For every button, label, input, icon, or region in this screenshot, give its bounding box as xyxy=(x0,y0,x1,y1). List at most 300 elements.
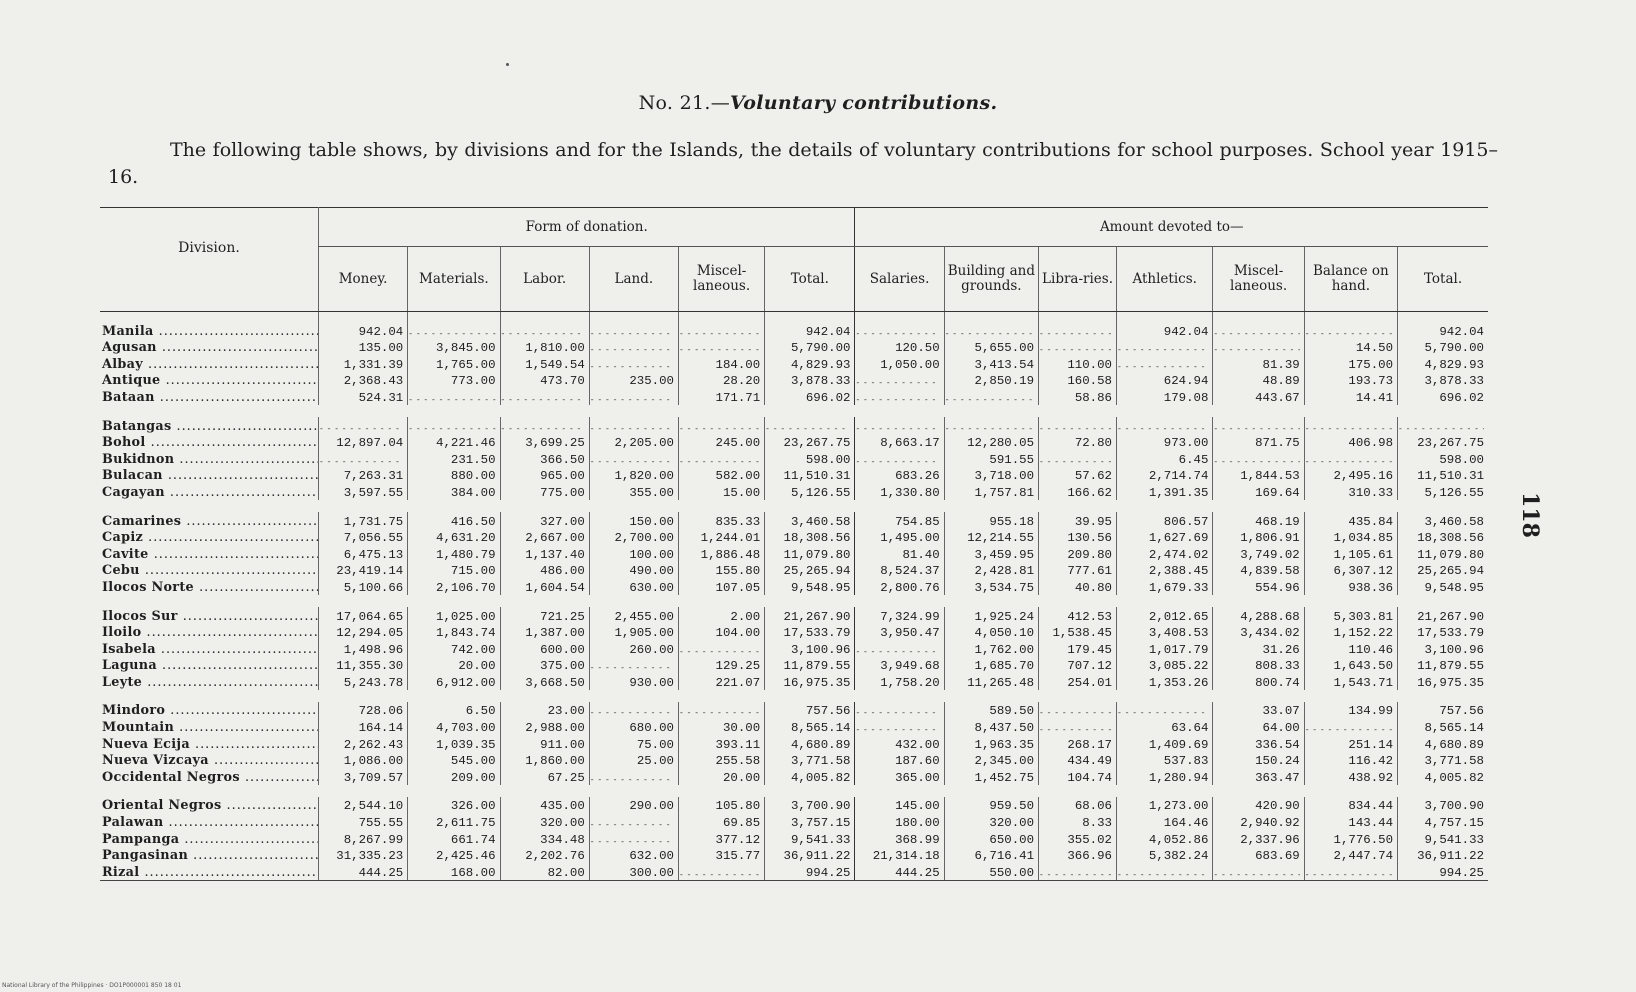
column-header: Miscel-laneous. xyxy=(679,247,765,312)
cell-value: 537.83 xyxy=(1117,752,1213,769)
division-name: Ilocos Sur ..... xyxy=(100,607,318,624)
cell-value: 68.06 xyxy=(1039,797,1117,814)
cell-value: 473.70 xyxy=(500,372,589,389)
cell-value: 955.18 xyxy=(944,512,1038,529)
cell-value: 683.26 xyxy=(855,467,944,484)
cell-value xyxy=(589,657,678,674)
cell-value: 254.01 xyxy=(1039,673,1117,690)
cell-value: 81.39 xyxy=(1213,355,1304,372)
cell-value: 412.53 xyxy=(1039,607,1117,624)
division-name: Mindoro ..... xyxy=(100,702,318,719)
cell-value: 4,631.20 xyxy=(408,529,500,546)
cell-value: 3,878.33 xyxy=(765,372,855,389)
table-row xyxy=(100,702,1488,719)
cell-value xyxy=(679,339,765,356)
cell-value: 696.02 xyxy=(765,388,855,405)
cell-value: 4,757.15 xyxy=(1398,813,1488,830)
division-name: Ilocos Norte ..... xyxy=(100,578,318,595)
cell-value: 4,050.10 xyxy=(944,624,1038,641)
cell-value xyxy=(589,355,678,372)
cell-value: 3,460.58 xyxy=(1398,512,1488,529)
cell-value xyxy=(500,312,589,339)
cell-value: 438.92 xyxy=(1304,768,1397,785)
column-header: Materials. xyxy=(408,247,500,312)
cell-value xyxy=(1039,863,1117,880)
cell-value: 8,437.50 xyxy=(944,718,1038,735)
cell-value: 11,079.80 xyxy=(765,545,855,562)
cell-value xyxy=(589,450,678,467)
cell-value: 393.11 xyxy=(679,735,765,752)
cell-value: 14.50 xyxy=(1304,339,1397,356)
cell-value: 444.25 xyxy=(855,863,944,880)
cell-value xyxy=(855,388,944,405)
cell-value: 1,495.00 xyxy=(855,529,944,546)
table-row xyxy=(100,657,1488,674)
cell-value: 1,152.22 xyxy=(1304,624,1397,641)
cell-value: 1,963.35 xyxy=(944,735,1038,752)
cell-value: 4,680.89 xyxy=(1398,735,1488,752)
cell-value: 363.47 xyxy=(1213,768,1304,785)
division-name: Leyte ..... xyxy=(100,673,318,690)
cell-value: 104.74 xyxy=(1039,768,1117,785)
cell-value: 1,810.00 xyxy=(500,339,589,356)
cell-value: 1,886.48 xyxy=(679,545,765,562)
cell-value: 366.96 xyxy=(1039,847,1117,864)
cell-value xyxy=(944,388,1038,405)
column-header: Total. xyxy=(765,247,855,312)
cell-value: 368.99 xyxy=(855,830,944,847)
cell-value: 834.44 xyxy=(1304,797,1397,814)
division-name: Batangas ..... xyxy=(100,417,318,434)
cell-value xyxy=(589,702,678,719)
cell-value: 1,627.69 xyxy=(1117,529,1213,546)
cell-value: 366.50 xyxy=(500,450,589,467)
division-name: Cagayan ..... xyxy=(100,483,318,500)
division-name: Albay ..... xyxy=(100,355,318,372)
cell-value: 5,790.00 xyxy=(1398,339,1488,356)
division-name: Bataan ..... xyxy=(100,388,318,405)
cell-value: 871.75 xyxy=(1213,434,1304,451)
cell-value: 7,056.55 xyxy=(318,529,407,546)
cell-value xyxy=(408,388,500,405)
table-row xyxy=(100,434,1488,451)
intro-paragraph: The following table shows, by divisions and for the Islands, the details of voluntary contributions for school purposes. School year 1915–16. xyxy=(108,139,1498,188)
cell-value: 550.00 xyxy=(944,863,1038,880)
cell-value: 4,829.93 xyxy=(765,355,855,372)
cell-value xyxy=(855,312,944,339)
cell-value xyxy=(500,388,589,405)
cell-value: 2,447.74 xyxy=(1304,847,1397,864)
cell-value: 384.00 xyxy=(408,483,500,500)
cell-value: 48.89 xyxy=(1213,372,1304,389)
cell-value xyxy=(1117,702,1213,719)
cell-value: 600.00 xyxy=(500,640,589,657)
cell-value: 209.80 xyxy=(1039,545,1117,562)
cell-value xyxy=(318,417,407,434)
cell-value: 180.00 xyxy=(855,813,944,830)
cell-value: 2.00 xyxy=(679,607,765,624)
cell-value: 1,776.50 xyxy=(1304,830,1397,847)
table-row xyxy=(100,483,1488,500)
cell-value: 4,005.82 xyxy=(1398,768,1488,785)
cell-value: 4,221.46 xyxy=(408,434,500,451)
table-row xyxy=(100,545,1488,562)
cell-value: 808.33 xyxy=(1213,657,1304,674)
cell-value: 630.00 xyxy=(589,578,678,595)
cell-value: 57.62 xyxy=(1039,467,1117,484)
cell-value: 2,988.00 xyxy=(500,718,589,735)
cell-value xyxy=(1039,450,1117,467)
cell-value: 1,765.00 xyxy=(408,355,500,372)
table-row xyxy=(100,847,1488,864)
cell-value xyxy=(1117,339,1213,356)
cell-value xyxy=(318,450,407,467)
cell-value: 1,086.00 xyxy=(318,752,407,769)
division-name: Pangasinan ..... xyxy=(100,847,318,864)
cell-value: 116.42 xyxy=(1304,752,1397,769)
cell-value: 777.61 xyxy=(1039,562,1117,579)
cell-value: 8,267.99 xyxy=(318,830,407,847)
cell-value xyxy=(589,813,678,830)
cell-value: 12,897.04 xyxy=(318,434,407,451)
cell-value xyxy=(1213,312,1304,339)
cell-value: 490.00 xyxy=(589,562,678,579)
cell-value: 365.00 xyxy=(855,768,944,785)
cell-value xyxy=(1304,718,1397,735)
cell-value xyxy=(855,417,944,434)
cell-value: 2,455.00 xyxy=(589,607,678,624)
cell-value: 12,214.55 xyxy=(944,529,1038,546)
cell-value xyxy=(1039,718,1117,735)
cell-value: 8,663.17 xyxy=(855,434,944,451)
cell-value: 2,474.02 xyxy=(1117,545,1213,562)
cell-value: 21,314.18 xyxy=(855,847,944,864)
cell-value: 268.17 xyxy=(1039,735,1117,752)
table-number: No. 21.— xyxy=(638,92,730,114)
cell-value: 3,700.90 xyxy=(765,797,855,814)
table-row xyxy=(100,752,1488,769)
cell-value: 1,679.33 xyxy=(1117,578,1213,595)
cell-value: 965.00 xyxy=(500,467,589,484)
table-title xyxy=(0,92,1636,114)
cell-value: 6,307.12 xyxy=(1304,562,1397,579)
cell-value: 1,905.00 xyxy=(589,624,678,641)
cell-value: 129.25 xyxy=(679,657,765,674)
cell-value: 2,337.96 xyxy=(1213,830,1304,847)
cell-value: 8,565.14 xyxy=(1398,718,1488,735)
cell-value xyxy=(589,339,678,356)
cell-value: 591.55 xyxy=(944,450,1038,467)
footer-note: National Library of the Philippines · DO1P000001 850 18 01 xyxy=(2,982,182,989)
cell-value: 120.50 xyxy=(855,339,944,356)
cell-value: 683.69 xyxy=(1213,847,1304,864)
cell-value: 1,604.54 xyxy=(500,578,589,595)
cell-value: 435.00 xyxy=(500,797,589,814)
column-header: Total. xyxy=(1398,247,1488,312)
cell-value: 3,718.00 xyxy=(944,467,1038,484)
cell-value xyxy=(1398,417,1488,434)
cell-value: 757.56 xyxy=(765,702,855,719)
cell-value xyxy=(1117,863,1213,880)
table-row xyxy=(100,372,1488,389)
column-header: Athletics. xyxy=(1117,247,1213,312)
cell-value: 2,012.65 xyxy=(1117,607,1213,624)
cell-value xyxy=(1213,339,1304,356)
cell-value: 1,330.80 xyxy=(855,483,944,500)
cell-value: 4,703.00 xyxy=(408,718,500,735)
table-row xyxy=(100,578,1488,595)
division-name: Nueva Vizcaya ..... xyxy=(100,752,318,769)
cell-value: 17,064.65 xyxy=(318,607,407,624)
cell-value: 1,498.96 xyxy=(318,640,407,657)
cell-value: 25,265.94 xyxy=(1398,562,1488,579)
column-header: Miscel-laneous. xyxy=(1213,247,1304,312)
cell-value: 3,597.55 xyxy=(318,483,407,500)
cell-value xyxy=(1117,417,1213,434)
division-header: Division. xyxy=(100,208,318,312)
cell-value: 33.07 xyxy=(1213,702,1304,719)
cell-value xyxy=(1304,312,1397,339)
cell-value xyxy=(679,702,765,719)
cell-value xyxy=(855,718,944,735)
table-row xyxy=(100,813,1488,830)
cell-value: 3,408.53 xyxy=(1117,624,1213,641)
division-name: Mountain ..... xyxy=(100,718,318,735)
cell-value: 1,391.35 xyxy=(1117,483,1213,500)
cell-value: 5,126.55 xyxy=(1398,483,1488,500)
cell-value: 3,460.58 xyxy=(765,512,855,529)
cell-value: 169.64 xyxy=(1213,483,1304,500)
table-row xyxy=(100,312,1488,339)
cell-value xyxy=(855,640,944,657)
cell-value: 164.46 xyxy=(1117,813,1213,830)
cell-value: 3,085.22 xyxy=(1117,657,1213,674)
cell-value: 105.80 xyxy=(679,797,765,814)
cell-value: 184.00 xyxy=(679,355,765,372)
cell-value: 3,749.02 xyxy=(1213,545,1304,562)
cell-value: 2,800.76 xyxy=(855,578,944,595)
cell-value: 104.00 xyxy=(679,624,765,641)
cell-value: 260.00 xyxy=(589,640,678,657)
cell-value xyxy=(679,417,765,434)
cell-value: 160.58 xyxy=(1039,372,1117,389)
cell-value: 130.56 xyxy=(1039,529,1117,546)
cell-value xyxy=(589,830,678,847)
table-row xyxy=(100,339,1488,356)
division-name: Antique ..... xyxy=(100,372,318,389)
cell-value: 2,368.43 xyxy=(318,372,407,389)
cell-value xyxy=(765,417,855,434)
cell-value: 4,052.86 xyxy=(1117,830,1213,847)
cell-value xyxy=(679,450,765,467)
cell-value: 406.98 xyxy=(1304,434,1397,451)
cell-value: 4,288.68 xyxy=(1213,607,1304,624)
cell-value: 5,303.81 xyxy=(1304,607,1397,624)
cell-value: 326.00 xyxy=(408,797,500,814)
cell-value: 290.00 xyxy=(589,797,678,814)
cell-value: 164.14 xyxy=(318,718,407,735)
cell-value: 221.07 xyxy=(679,673,765,690)
cell-value: 134.99 xyxy=(1304,702,1397,719)
cell-value: 1,758.20 xyxy=(855,673,944,690)
cell-value: 486.00 xyxy=(500,562,589,579)
cell-value: 6.45 xyxy=(1117,450,1213,467)
cell-value: 235.00 xyxy=(589,372,678,389)
division-name: Bulacan ..... xyxy=(100,467,318,484)
cell-value: 721.25 xyxy=(500,607,589,624)
cell-value xyxy=(1304,417,1397,434)
cell-value: 1,039.35 xyxy=(408,735,500,752)
cell-value: 231.50 xyxy=(408,450,500,467)
cell-value: 1,844.53 xyxy=(1213,467,1304,484)
cell-value: 3,771.58 xyxy=(1398,752,1488,769)
cell-value: 110.46 xyxy=(1304,640,1397,657)
cell-value: 179.45 xyxy=(1039,640,1117,657)
cell-value xyxy=(589,312,678,339)
cell-value xyxy=(1039,702,1117,719)
cell-value: 7,324.99 xyxy=(855,607,944,624)
division-name: Laguna ..... xyxy=(100,657,318,674)
cell-value: 1,331.39 xyxy=(318,355,407,372)
cell-value: 661.74 xyxy=(408,830,500,847)
cell-value: 994.25 xyxy=(765,863,855,880)
column-header: Salaries. xyxy=(855,247,944,312)
cell-value: 1,353.26 xyxy=(1117,673,1213,690)
cell-value: 15.00 xyxy=(679,483,765,500)
cell-value: 434.49 xyxy=(1039,752,1117,769)
cell-value: 11,510.31 xyxy=(765,467,855,484)
cell-value: 11,879.55 xyxy=(1398,657,1488,674)
cell-value: 589.50 xyxy=(944,702,1038,719)
division-name: Manila ..... xyxy=(100,312,318,339)
table-row xyxy=(100,512,1488,529)
cell-value xyxy=(589,768,678,785)
column-header: Balance on hand. xyxy=(1304,247,1397,312)
cell-value: 7,263.31 xyxy=(318,467,407,484)
cell-value: 1,244.01 xyxy=(679,529,765,546)
cell-value: 775.00 xyxy=(500,483,589,500)
cell-value xyxy=(855,372,944,389)
cell-value: 1,643.50 xyxy=(1304,657,1397,674)
cell-value: 12,280.05 xyxy=(944,434,1038,451)
cell-value: 320.00 xyxy=(944,813,1038,830)
cell-value: 3,699.25 xyxy=(500,434,589,451)
cell-value xyxy=(855,450,944,467)
cell-value: 942.04 xyxy=(1398,312,1488,339)
cell-value: 930.00 xyxy=(589,673,678,690)
cell-value: 2,714.74 xyxy=(1117,467,1213,484)
cell-value: 187.60 xyxy=(855,752,944,769)
cell-value: 8.33 xyxy=(1039,813,1117,830)
cell-value: 355.02 xyxy=(1039,830,1117,847)
cell-value: 880.00 xyxy=(408,467,500,484)
cell-value: 245.00 xyxy=(679,434,765,451)
cell-value: 755.55 xyxy=(318,813,407,830)
cell-value: 942.04 xyxy=(1117,312,1213,339)
cell-value: 1,025.00 xyxy=(408,607,500,624)
cell-value: 18,308.56 xyxy=(765,529,855,546)
cell-value: 938.36 xyxy=(1304,578,1397,595)
cell-value: 36,911.22 xyxy=(765,847,855,864)
cell-value: 432.00 xyxy=(855,735,944,752)
cell-value: 334.48 xyxy=(500,830,589,847)
division-name: Isabela ..... xyxy=(100,640,318,657)
cell-value: 143.44 xyxy=(1304,813,1397,830)
cell-value xyxy=(500,417,589,434)
cell-value: 2,940.92 xyxy=(1213,813,1304,830)
cell-value xyxy=(1117,355,1213,372)
cell-value: 1,806.91 xyxy=(1213,529,1304,546)
cell-value: 5,100.66 xyxy=(318,578,407,595)
cell-value: 23,267.75 xyxy=(1398,434,1488,451)
cell-value: 1,860.00 xyxy=(500,752,589,769)
cell-value: 524.31 xyxy=(318,388,407,405)
cell-value: 17,533.79 xyxy=(765,624,855,641)
table-row xyxy=(100,417,1488,434)
cell-value: 5,126.55 xyxy=(765,483,855,500)
cell-value: 5,790.00 xyxy=(765,339,855,356)
cell-value xyxy=(679,863,765,880)
division-name: Bukidnon ..... xyxy=(100,450,318,467)
division-name: Rizal ..... xyxy=(100,863,318,880)
cell-value: 757.56 xyxy=(1398,702,1488,719)
cell-value: 18,308.56 xyxy=(1398,529,1488,546)
cell-value: 715.00 xyxy=(408,562,500,579)
column-header: Building and grounds. xyxy=(944,247,1038,312)
cell-value: 23,267.75 xyxy=(765,434,855,451)
cell-value: 728.06 xyxy=(318,702,407,719)
cell-value: 416.50 xyxy=(408,512,500,529)
cell-value: 773.00 xyxy=(408,372,500,389)
cell-value: 835.33 xyxy=(679,512,765,529)
cell-value: 327.00 xyxy=(500,512,589,529)
cell-value: 21,267.90 xyxy=(1398,607,1488,624)
cell-value: 598.00 xyxy=(765,450,855,467)
cell-value: 25.00 xyxy=(589,752,678,769)
cell-value: 39.95 xyxy=(1039,512,1117,529)
cell-value: 64.00 xyxy=(1213,718,1304,735)
column-header: Money. xyxy=(318,247,407,312)
cell-value: 632.00 xyxy=(589,847,678,864)
cell-value: 2,428.81 xyxy=(944,562,1038,579)
cell-value xyxy=(1213,863,1304,880)
division-name: Bohol ..... xyxy=(100,434,318,451)
table-caption: Voluntary contributions. xyxy=(730,92,998,114)
cell-value: 58.86 xyxy=(1039,388,1117,405)
cell-value: 11,510.31 xyxy=(1398,467,1488,484)
cell-value xyxy=(408,312,500,339)
cell-value: 251.14 xyxy=(1304,735,1397,752)
table-row xyxy=(100,562,1488,579)
cell-value: 150.24 xyxy=(1213,752,1304,769)
cell-value: 12,294.05 xyxy=(318,624,407,641)
cell-value: 598.00 xyxy=(1398,450,1488,467)
cell-value: 4,829.93 xyxy=(1398,355,1488,372)
cell-value: 1,050.00 xyxy=(855,355,944,372)
cell-value: 443.67 xyxy=(1213,388,1304,405)
cell-value: 3,950.47 xyxy=(855,624,944,641)
cell-value: 1,685.70 xyxy=(944,657,1038,674)
cell-value: 2,202.76 xyxy=(500,847,589,864)
cell-value: 72.80 xyxy=(1039,434,1117,451)
cell-value: 31,335.23 xyxy=(318,847,407,864)
cell-value: 3,949.68 xyxy=(855,657,944,674)
division-name: Camarines ..... xyxy=(100,512,318,529)
cell-value: 63.64 xyxy=(1117,718,1213,735)
cell-value: 145.00 xyxy=(855,797,944,814)
cell-value: 1,273.00 xyxy=(1117,797,1213,814)
cell-value xyxy=(589,388,678,405)
